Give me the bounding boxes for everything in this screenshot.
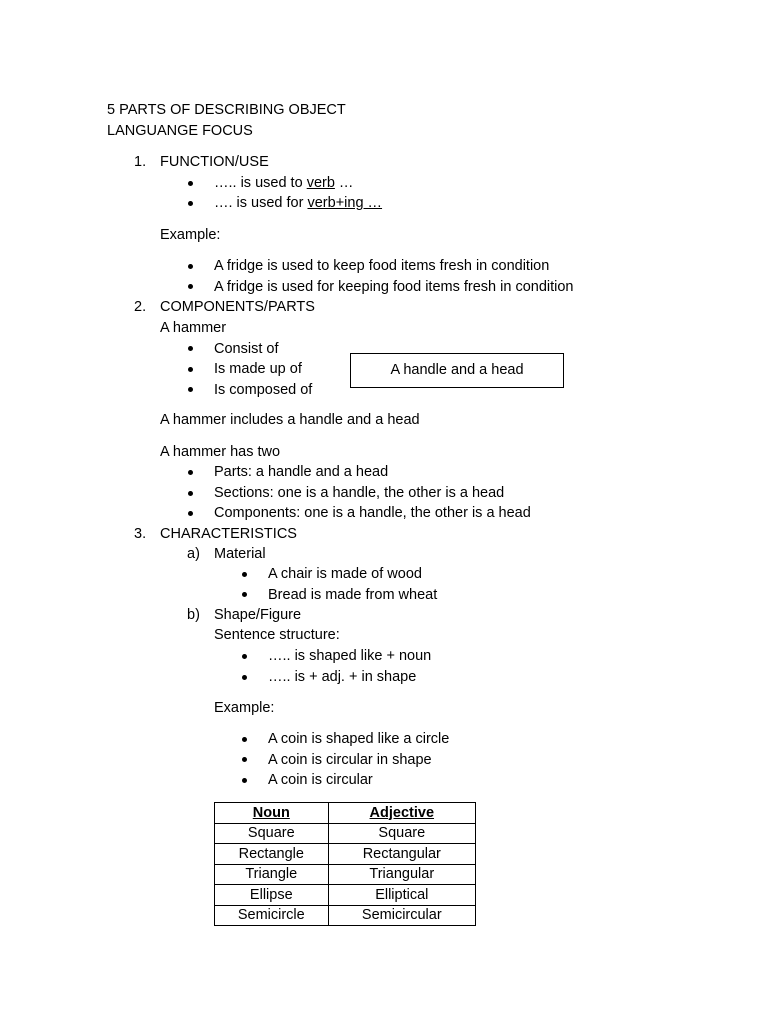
- bullet-icon: [242, 675, 247, 680]
- table-header-noun: Noun: [215, 803, 329, 824]
- components-box-text: A handle and a head: [390, 362, 524, 379]
- bullet-icon: [188, 264, 193, 269]
- function-pattern-2-lead: …. is used for: [214, 195, 308, 211]
- document-title: 5 PARTS OF DESCRIBING OBJECT: [107, 102, 346, 118]
- section-1-heading: FUNCTION/USE: [160, 154, 269, 170]
- table-row: [215, 905, 476, 926]
- table-row: [215, 823, 476, 844]
- component-verb-3: Is composed of: [214, 382, 313, 398]
- component-verb-2: Is made up of: [214, 361, 302, 377]
- subsection-b-heading: Shape/Figure: [214, 607, 302, 623]
- sentence-structure-label: Sentence structure:: [214, 627, 340, 643]
- table-row: [215, 844, 476, 865]
- section-2-number: 2.: [134, 299, 147, 315]
- table-cell-adjective: Elliptical: [328, 885, 475, 906]
- hammer-parts: Parts: a handle and a head: [214, 464, 389, 480]
- table-cell-adjective: Rectangular: [328, 844, 475, 865]
- subsection-b-label: b): [187, 607, 200, 623]
- section-2-heading: COMPONENTS/PARTS: [160, 299, 315, 315]
- function-pattern-2: [214, 196, 382, 211]
- subsection-a-label: a): [187, 546, 200, 562]
- shape-example-2: A coin is circular in shape: [268, 752, 432, 768]
- table-cell-noun: Triangle: [215, 864, 329, 885]
- shape-example-1: A coin is shaped like a circle: [268, 731, 450, 747]
- table-cell-adjective: Triangular: [328, 864, 475, 885]
- component-verb-1: Consist of: [214, 341, 279, 357]
- table-row: [215, 864, 476, 885]
- bullet-icon: [242, 757, 247, 762]
- section-3-number: 3.: [134, 526, 147, 542]
- bullet-icon: [242, 778, 247, 783]
- table-cell-noun: Ellipse: [215, 885, 329, 906]
- subsection-a-heading: Material: [214, 546, 266, 562]
- hammer-components: Components: one is a handle, the other is a head: [214, 505, 531, 521]
- shape-pattern-2: ….. is + adj. + in shape: [268, 669, 417, 685]
- section-2-subject: A hammer: [160, 320, 227, 336]
- bullet-icon: [242, 592, 247, 597]
- bullet-icon: [188, 491, 193, 496]
- shape-pattern-1: ….. is shaped like + noun: [268, 648, 432, 664]
- function-pattern-1-verb: verb: [306, 175, 335, 191]
- table-cell-adjective: Semicircular: [328, 905, 475, 926]
- document-subtitle: LANGUANGE FOCUS: [107, 123, 253, 139]
- section-3-heading: CHARACTERISTICS: [160, 526, 297, 542]
- function-pattern-2-verbing: verb+ing …: [307, 195, 383, 211]
- bullet-icon: [242, 572, 247, 577]
- table-header-row: [215, 803, 476, 824]
- table-cell-noun: Square: [215, 823, 329, 844]
- bullet-icon: [188, 367, 193, 372]
- bullet-icon: [242, 737, 247, 742]
- bullet-icon: [188, 387, 193, 392]
- section-3-example-label: Example:: [214, 700, 275, 716]
- function-pattern-1: [214, 176, 353, 191]
- bullet-icon: [188, 511, 193, 516]
- noun-adjective-table: [214, 802, 476, 926]
- table-cell-noun: Rectangle: [215, 844, 329, 865]
- section-1-number: 1.: [134, 154, 147, 170]
- function-pattern-1-lead: ….. is used to: [214, 175, 307, 191]
- components-box: [350, 353, 564, 388]
- table-header-adjective: Adjective: [328, 803, 475, 824]
- table-row: [215, 885, 476, 906]
- material-example-2: Bread is made from wheat: [268, 587, 438, 603]
- table-cell-adjective: Square: [328, 823, 475, 844]
- table-cell-noun: Semicircle: [215, 905, 329, 926]
- bullet-icon: [188, 346, 193, 351]
- function-pattern-1-tail: …: [334, 175, 354, 191]
- hammer-includes-sentence: A hammer includes a handle and a head: [160, 412, 420, 428]
- hammer-has-two: A hammer has two: [160, 444, 281, 460]
- section-1-example-label: Example:: [160, 227, 221, 243]
- bullet-icon: [188, 201, 193, 206]
- bullet-icon: [242, 654, 247, 659]
- bullet-icon: [188, 470, 193, 475]
- function-example-2: A fridge is used for keeping food items fresh in condition: [214, 279, 574, 295]
- shape-example-3: A coin is circular: [268, 772, 373, 788]
- bullet-icon: [188, 284, 193, 289]
- hammer-sections: Sections: one is a handle, the other is a head: [214, 485, 505, 501]
- bullet-icon: [188, 181, 193, 186]
- material-example-1: A chair is made of wood: [268, 566, 422, 582]
- function-example-1: A fridge is used to keep food items fresh in condition: [214, 258, 550, 274]
